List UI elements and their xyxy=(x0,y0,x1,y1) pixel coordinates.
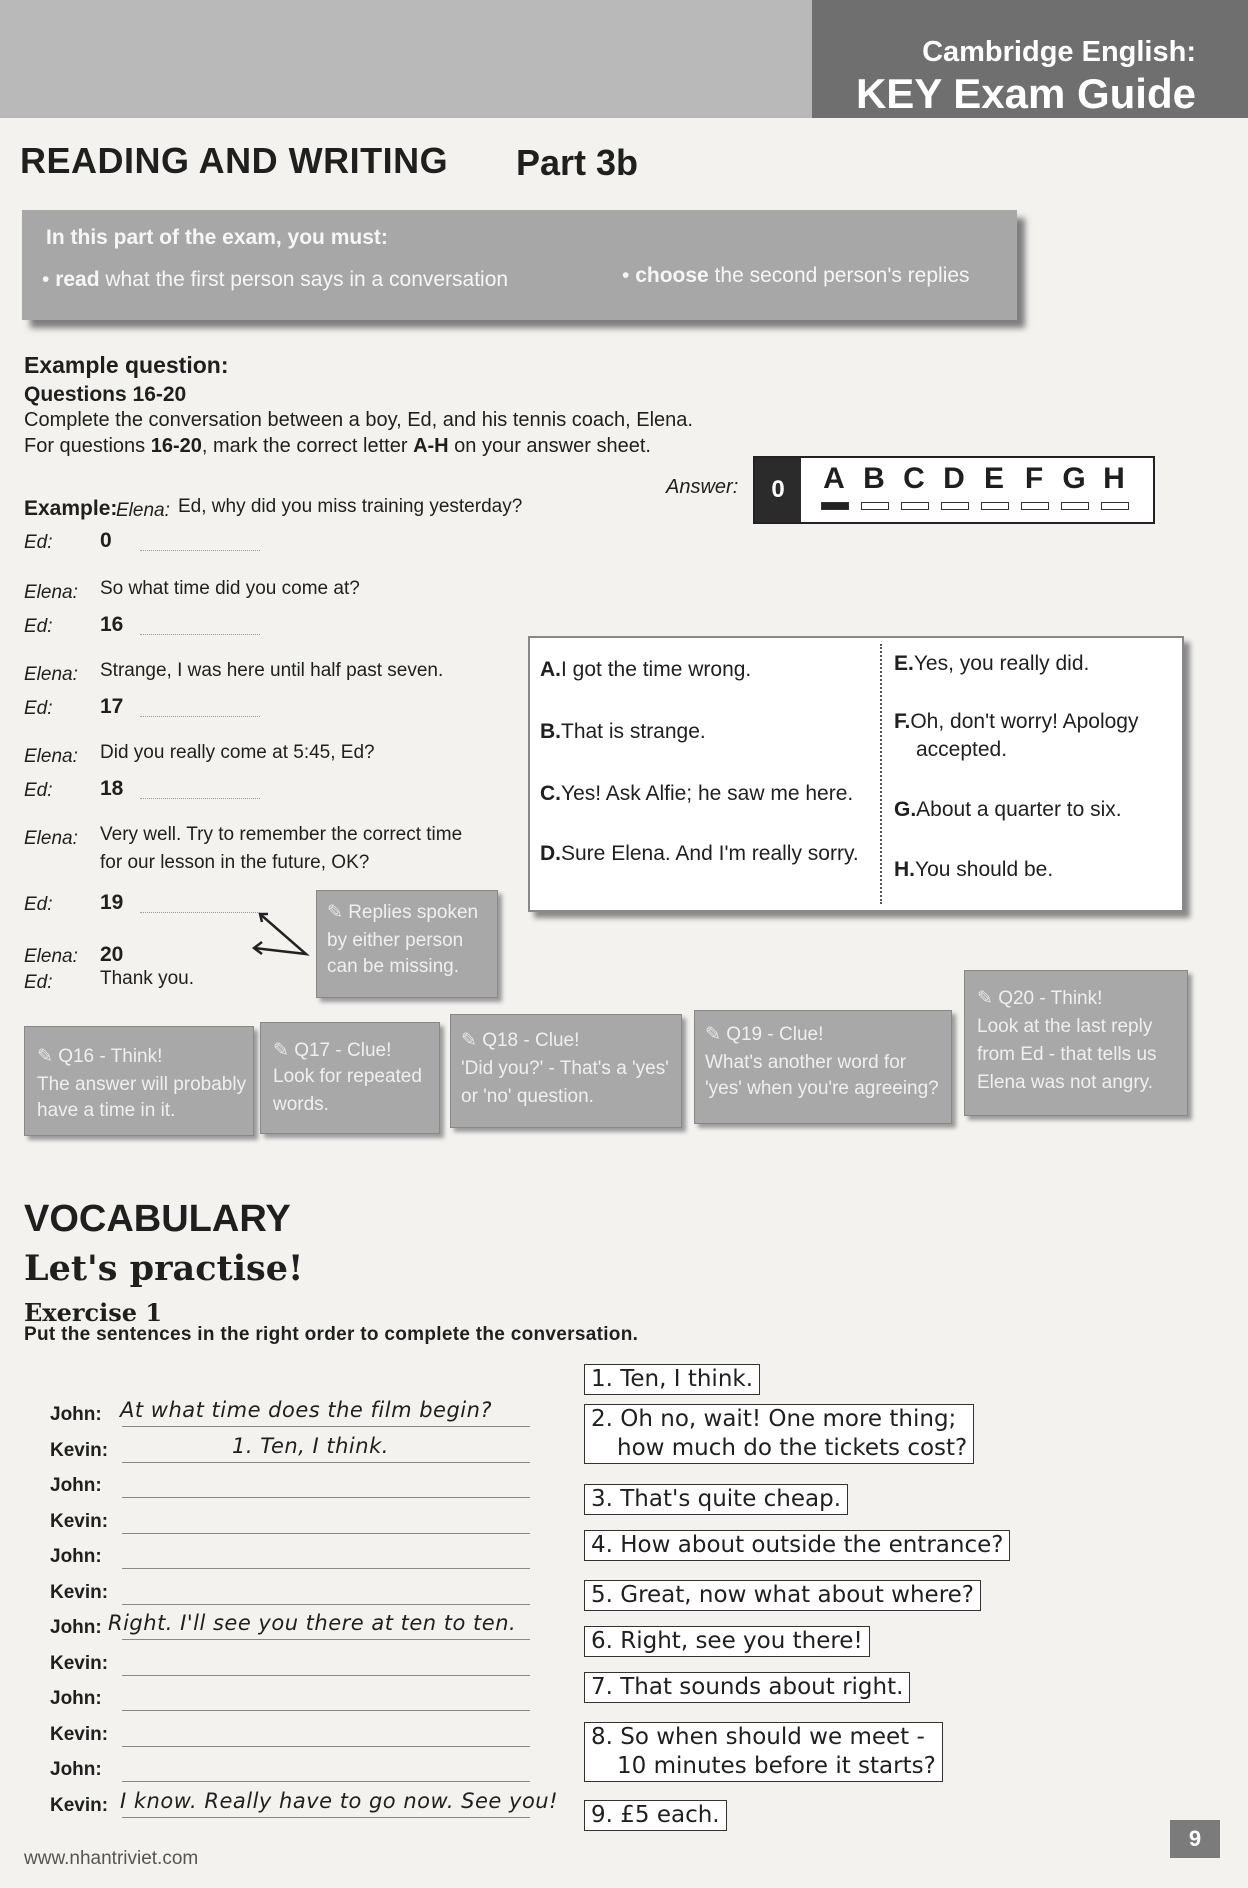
brand-line2: KEY Exam Guide xyxy=(855,70,1196,117)
dialogue-speaker: Ed: xyxy=(24,894,53,915)
conversation-speaker: Kevin: xyxy=(50,1439,109,1461)
conversation-speaker: John: xyxy=(50,1688,102,1709)
answer-mark-e xyxy=(981,502,1009,510)
conversation-speaker: John: xyxy=(50,1475,102,1496)
question-number: 17 xyxy=(100,695,124,718)
option-text: You should be. xyxy=(915,858,1054,881)
answer-line xyxy=(122,1675,530,1676)
example-label: Example: xyxy=(24,497,118,520)
answer-blank xyxy=(140,798,260,799)
sentence-line: 2. Oh no, wait! One more thing; xyxy=(591,1406,957,1432)
dialogue-speaker: Ed: xyxy=(24,616,53,637)
clue-q20-line-4: Elena was not angry. xyxy=(977,1072,1154,1093)
section-part: Part 3b xyxy=(516,142,639,183)
clue-q16-line-3: have a time in it. xyxy=(37,1100,176,1121)
intro-bullet-2-text: the second person's replies xyxy=(708,264,970,287)
bullet-dot: • xyxy=(622,264,636,287)
answer-letter-g: G xyxy=(1062,462,1086,495)
answer-mark-f xyxy=(1021,502,1049,510)
option-c xyxy=(540,782,853,806)
option-letter: H. xyxy=(894,858,915,881)
instruction-2-letters: A-H xyxy=(413,435,449,457)
sentence-line: 1. Ten, I think. xyxy=(591,1366,754,1392)
sentence-box-2 xyxy=(584,1404,974,1464)
handwritten-answer: 1. Ten, I think. xyxy=(232,1433,389,1458)
instruction-2-post: on your answer sheet. xyxy=(448,435,651,457)
brand-line1: Cambridge English: xyxy=(922,36,1196,68)
answer-line xyxy=(122,1710,530,1711)
vocab-title: VOCABULARY xyxy=(24,1198,291,1240)
answer-sheet-sample xyxy=(753,456,1155,524)
option-text: That is strange. xyxy=(561,720,706,743)
clue-q16-title-text: Q16 - Think! xyxy=(58,1046,163,1067)
dialogue-speaker: Elena: xyxy=(24,664,78,685)
instruction-2-questions: 16-20 xyxy=(150,435,202,457)
dialogue-line: Very well. Try to remember the correct time xyxy=(100,824,463,845)
intro-bullet-1-text: what the first person says in a conversation xyxy=(99,268,509,291)
answer-line xyxy=(122,1817,530,1818)
option-d xyxy=(540,842,859,866)
clue-q20-title-text: Q20 - Think! xyxy=(998,988,1103,1009)
sentence-line: 3. That's quite cheap. xyxy=(591,1486,842,1512)
instruction-2-mid: , mark the correct letter xyxy=(201,435,414,457)
answer-letter-f: F xyxy=(1024,462,1044,495)
page-number: 9 xyxy=(1170,1820,1220,1858)
sentence-box-6 xyxy=(584,1626,870,1657)
option-text: Yes, you really did. xyxy=(913,652,1090,675)
option-text: I got the time wrong. xyxy=(561,658,752,681)
clue-q16-line-2: The answer will probably xyxy=(37,1074,247,1095)
clue-q20 xyxy=(964,970,1188,1116)
option-g xyxy=(894,798,1122,822)
note-line-3: can be missing. xyxy=(327,956,460,977)
answer-zero: 0 xyxy=(755,458,801,522)
instruction-2 xyxy=(24,434,651,458)
arrow-icon xyxy=(250,906,320,966)
options-divider xyxy=(880,644,882,904)
answer-letter-a: A xyxy=(823,462,845,495)
clue-q17-title-text: Q17 - Clue! xyxy=(294,1040,392,1061)
intro-bullet-1 xyxy=(42,268,508,292)
section-title: READING AND WRITING xyxy=(20,140,449,181)
sentence-box-4 xyxy=(584,1530,1010,1561)
exercise-instruction: Put the sentences in the right order to complete the conversation. xyxy=(24,1324,639,1345)
answer-blank xyxy=(140,634,260,635)
answer-letter-h: H xyxy=(1103,462,1125,495)
answer-letter-e: E xyxy=(983,462,1004,495)
practise-title: Let's practise! xyxy=(24,1248,304,1289)
clue-q20-line-3: from Ed - that tells us xyxy=(977,1044,1157,1065)
clue-q17 xyxy=(260,1022,440,1134)
sentence-line: 4. How about outside the entrance? xyxy=(591,1532,1004,1558)
answer-line xyxy=(122,1568,530,1569)
answer-mark-h xyxy=(1101,502,1129,510)
intro-heading: In this part of the exam, you must: xyxy=(46,226,388,249)
answer-line xyxy=(122,1746,530,1747)
sentence-line: 8. So when should we meet - xyxy=(591,1724,925,1750)
note-text-1: Replies spoken xyxy=(348,902,479,923)
option-b xyxy=(540,720,706,744)
question-number: 19 xyxy=(100,891,124,914)
conversation-speaker: John: xyxy=(50,1404,102,1425)
clue-q16 xyxy=(24,1026,254,1136)
intro-bullet-1-key: read xyxy=(55,268,100,291)
sentence-line: 5. Great, now what about where? xyxy=(591,1582,975,1608)
dialogue-line: Did you really come at 5:45, Ed? xyxy=(100,742,375,763)
sentence-line: how much do the tickets cost? xyxy=(617,1434,968,1461)
dialogue-speaker: Ed: xyxy=(24,972,53,993)
answer-line xyxy=(122,1426,530,1427)
clue-q18-title xyxy=(461,1029,579,1053)
pencil-icon: ✎ xyxy=(273,1040,295,1061)
pencil-icon: ✎ xyxy=(977,988,999,1009)
questions-range: Questions 16-20 xyxy=(24,383,187,406)
question-number: 20 xyxy=(100,943,124,966)
option-f xyxy=(894,710,1138,734)
note-box xyxy=(316,890,498,998)
dialogue-speaker: Elena: xyxy=(24,828,78,849)
note-line-2: by either person xyxy=(327,930,464,951)
answer-line xyxy=(122,1497,530,1498)
dialogue-speaker: Elena: xyxy=(24,946,78,967)
answer-label: Answer: xyxy=(666,476,739,498)
answer-blank xyxy=(140,550,260,551)
option-text: accepted. xyxy=(916,738,1008,761)
option-letter: E. xyxy=(894,652,914,675)
clue-q19-title-text: Q19 - Clue! xyxy=(726,1024,824,1045)
dialogue-speaker: Ed: xyxy=(24,698,53,719)
answer-line xyxy=(122,1533,530,1534)
handwritten-answer: At what time does the film begin? xyxy=(120,1398,493,1422)
exercise-title: Exercise 1 xyxy=(24,1298,163,1327)
sentence-line: 6. Right, see you there! xyxy=(591,1628,863,1654)
intro-bullet-2-key: choose xyxy=(635,264,709,287)
pencil-icon: ✎ xyxy=(327,902,349,923)
question-number: 0 xyxy=(100,529,112,552)
option-h xyxy=(894,858,1053,882)
clue-q17-line-3: words. xyxy=(273,1094,329,1115)
header-band xyxy=(0,0,812,118)
answer-letter-d: D xyxy=(943,462,965,495)
brand-box xyxy=(812,0,1248,118)
sentence-box-7 xyxy=(584,1672,910,1703)
answer-letter-b: B xyxy=(863,462,885,495)
option-letter: A. xyxy=(540,658,561,681)
question-number: 16 xyxy=(100,613,124,636)
conversation-speaker: Kevin: xyxy=(50,1581,109,1603)
option-e xyxy=(894,652,1089,676)
option-text: Oh, don't worry! Apology xyxy=(910,710,1139,733)
conversation-speaker: Kevin: xyxy=(50,1723,109,1745)
answer-line xyxy=(122,1639,530,1640)
sentence-box-3 xyxy=(584,1484,848,1515)
sentence-box-5 xyxy=(584,1580,981,1611)
dialogue-speaker: Elena: xyxy=(116,500,170,521)
clue-q16-title xyxy=(37,1045,162,1069)
clue-q17-line-2: Look for repeated xyxy=(273,1066,422,1087)
footer-url: www.nhantriviet.com xyxy=(24,1848,199,1869)
clue-q19-line-2: What's another word for xyxy=(705,1052,907,1073)
option-letter: G. xyxy=(894,798,917,821)
sentence-line: 7. That sounds about right. xyxy=(591,1674,904,1700)
pencil-icon: ✎ xyxy=(705,1024,727,1045)
option-text: Yes! Ask Alfie; he saw me here. xyxy=(561,782,854,805)
dialogue-speaker: Elena: xyxy=(24,582,78,603)
intro-bullet-2 xyxy=(622,264,970,288)
option-text: Sure Elena. And I'm really sorry. xyxy=(561,842,859,865)
instruction-1: Complete the conversation between a boy, Ed, and his tennis coach, Elena. xyxy=(24,409,693,431)
clue-q19-title xyxy=(705,1023,823,1047)
clue-q18-line-2: 'Did you?' - That's a 'yes' xyxy=(461,1058,669,1079)
clue-q19 xyxy=(694,1010,952,1124)
dialogue-speaker: Ed: xyxy=(24,532,53,553)
answer-line xyxy=(122,1781,530,1782)
answer-mark-d xyxy=(941,502,969,510)
options-box xyxy=(528,636,1184,912)
option-cont xyxy=(916,738,1007,762)
dialogue-line: Ed, why did you miss training yesterday? xyxy=(178,496,523,517)
intro-box xyxy=(22,210,1017,320)
conversation-speaker: John: xyxy=(50,1759,102,1780)
bullet-dot: • xyxy=(42,268,56,291)
conversation-speaker: Kevin: xyxy=(50,1652,109,1674)
sentence-box-8 xyxy=(584,1722,943,1782)
sentence-box-1 xyxy=(584,1364,760,1395)
option-a xyxy=(540,658,751,682)
pencil-icon: ✎ xyxy=(461,1030,483,1051)
dialogue-line: Thank you. xyxy=(100,968,194,989)
answer-blank xyxy=(140,912,260,913)
pencil-icon: ✎ xyxy=(37,1046,59,1067)
answer-blank xyxy=(140,716,260,717)
answer-letter-c: C xyxy=(903,462,925,495)
note-line-1 xyxy=(327,901,478,925)
answer-mark-b xyxy=(861,502,889,510)
dialogue-speaker: Elena: xyxy=(24,746,78,767)
answer-line xyxy=(122,1462,530,1463)
answer-mark-g xyxy=(1061,502,1089,510)
option-letter: B. xyxy=(540,720,561,743)
conversation-speaker: Kevin: xyxy=(50,1794,109,1816)
option-letter: D. xyxy=(540,842,561,865)
sentence-line: 9. £5 each. xyxy=(591,1802,720,1828)
clue-q18-title-text: Q18 - Clue! xyxy=(482,1030,580,1051)
question-number: 18 xyxy=(100,777,124,800)
dialogue-speaker: Ed: xyxy=(24,780,53,801)
answer-mark-c xyxy=(901,502,929,510)
option-letter: F. xyxy=(894,710,911,733)
instruction-2-pre: For questions xyxy=(24,435,151,457)
conversation-speaker: John: xyxy=(50,1617,102,1638)
conversation-speaker: Kevin: xyxy=(50,1510,109,1532)
clue-q20-title xyxy=(977,987,1102,1011)
example-heading: Example question: xyxy=(24,352,229,378)
option-letter: C. xyxy=(540,782,561,805)
clue-q18-line-3: or 'no' question. xyxy=(461,1086,594,1107)
clue-q18 xyxy=(450,1014,682,1128)
clue-q20-line-2: Look at the last reply xyxy=(977,1016,1153,1037)
handwritten-answer: I know. Really have to go now. See you! xyxy=(120,1788,559,1813)
conversation-speaker: John: xyxy=(50,1546,102,1567)
dialogue-line: So what time did you come at? xyxy=(100,578,360,599)
option-text: About a quarter to six. xyxy=(916,798,1122,821)
answer-mark-a xyxy=(821,502,849,510)
handwritten-answer: Right. I'll see you there at ten to ten. xyxy=(108,1611,517,1635)
clue-q19-line-3: 'yes' when you're agreeing? xyxy=(705,1078,939,1099)
clue-q17-title xyxy=(273,1039,391,1063)
sentence-line: 10 minutes before it starts? xyxy=(617,1752,936,1779)
dialogue-line: Strange, I was here until half past seven. xyxy=(100,660,444,681)
sentence-box-9 xyxy=(584,1800,727,1831)
answer-line xyxy=(122,1604,530,1605)
dialogue-line: for our lesson in the future, OK? xyxy=(100,852,370,873)
